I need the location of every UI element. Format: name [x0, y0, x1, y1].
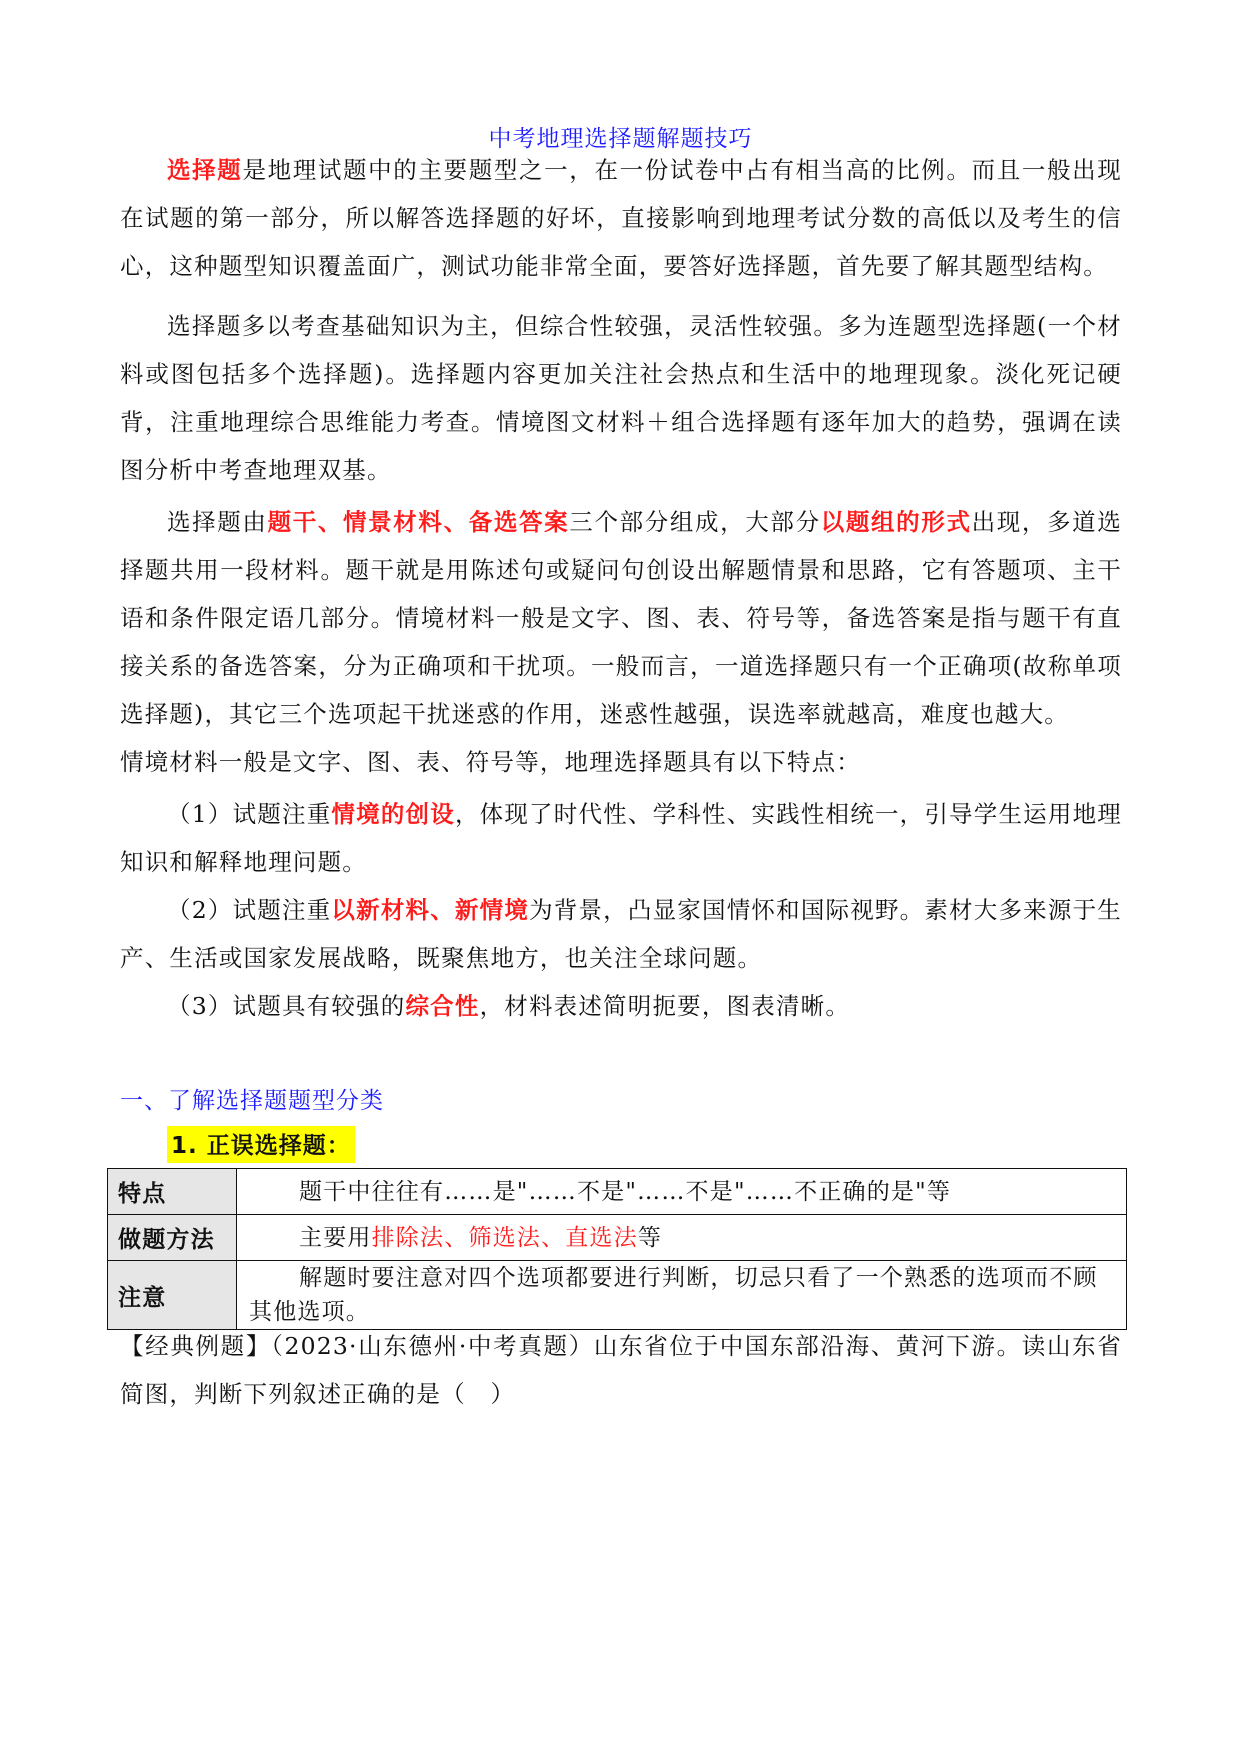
cell-text: 等	[637, 1224, 663, 1251]
highlight-term: 综合性	[405, 992, 480, 1020]
table-cell	[237, 1261, 1127, 1330]
paragraph-text: 选择题由	[167, 508, 268, 536]
example-question: 【经典例题】（2023·山东德州·中考真题）山东省位于中国东部沿海、黄河下游。读山东省简图，判断下列叙述正确的是（ ）	[120, 1332, 1122, 1408]
paragraph-text: （1）试题注重	[167, 800, 332, 828]
table-row	[108, 1215, 1127, 1261]
section-heading: 一、了解选择题题型分类	[120, 1088, 384, 1114]
features-intro: 情境材料一般是文字、图、表、符号等，地理选择题具有以下特点：	[120, 748, 861, 776]
highlight-term: 题干、情景材料、备选答案	[267, 508, 570, 536]
table-row	[108, 1261, 1127, 1330]
table-cell	[237, 1169, 1127, 1215]
paragraph-text: 出现，多道选择题共用一段材料。题干就是用陈述句或疑问句创设出解题情景和思路，它有答题项、主干语和条件限定语几部分。情境材料一般是文字、图、表、符号等，备选答案是指与题干有直接关系的备选答案，分为正确项和干扰项。一般而言，一道选择题只有一个正确项(故称单项选择题)，其它三个选项起干扰迷惑的作用，迷惑性越强，误选率就越高，难度也越大。	[120, 508, 1123, 728]
highlight-term: 以新材料、新情境	[331, 896, 530, 924]
intro-paragraph-1	[120, 146, 1122, 290]
table-label: 做题方法	[108, 1215, 237, 1261]
table-row	[108, 1169, 1127, 1215]
paragraph-text: ，材料表述简明扼要，图表清晰。	[479, 992, 851, 1020]
highlight-term: 以题组的形式	[820, 508, 972, 536]
document-title: 中考地理选择题解题技巧	[488, 126, 753, 152]
subsection-heading: 1. 正误选择题：	[167, 1126, 355, 1163]
feature-item-2	[120, 886, 1122, 982]
table-label: 注意	[108, 1261, 237, 1330]
question-type-table	[107, 1168, 1127, 1330]
paragraph-text: （2）试题注重	[167, 896, 332, 924]
cell-text: 解题时要注意对四个选项都要进行判断，切忌只看了一个熟悉的选项而不顾其他选项。	[249, 1265, 1098, 1325]
cell-text: 题干中往往有……是"……不是"……不是"……不正确的是"等	[299, 1178, 952, 1205]
feature-item-1	[120, 790, 1122, 886]
intro-paragraph-3	[120, 498, 1122, 738]
highlight-term: 情境的创设	[331, 800, 455, 828]
highlight-term: 排除法、筛选法、直选法	[371, 1224, 638, 1251]
paragraph-text: ，体现了时代性、学科性、实践性相统一，引导学生运用地理知识和解释地理问题。	[120, 800, 1122, 876]
highlight-term: 选择题	[167, 156, 243, 184]
feature-item-3	[120, 982, 1122, 1030]
paragraph-text: 三个部分组成，大部分	[569, 508, 821, 536]
table-label: 特点	[108, 1169, 237, 1215]
paragraph-text: 是地理试题中的主要题型之一，在一份试卷中占有相当高的比例。而且一般出现在试题的第一部分，所以解答选择题的好坏，直接影响到地理考试分数的高低以及考生的信心，这种题型知识覆盖面广，测试功能非常全面，要答好选择题，首先要了解其题型结构。	[120, 156, 1122, 280]
paragraph-text: 为背景，凸显家国情怀和国际视野。素材大多来源于生产、生活或国家发展战略，既聚焦地方，也关注全球问题。	[120, 896, 1122, 972]
cell-text: 主要用	[299, 1224, 372, 1251]
table-cell	[237, 1215, 1127, 1261]
paragraph-text: （3）试题具有较强的	[167, 992, 406, 1020]
intro-paragraph-2: 选择题多以考查基础知识为主，但综合性较强，灵活性较强。多为连题型选择题(一个材料或图包括多个选择题)。选择题内容更加关注社会热点和生活中的地理现象。淡化死记硬背，注重地理综合思维能力考查。情境图文材料＋组合选择题有逐年加大的趋势，强调在读图分析中考查地理双基。	[120, 312, 1122, 484]
